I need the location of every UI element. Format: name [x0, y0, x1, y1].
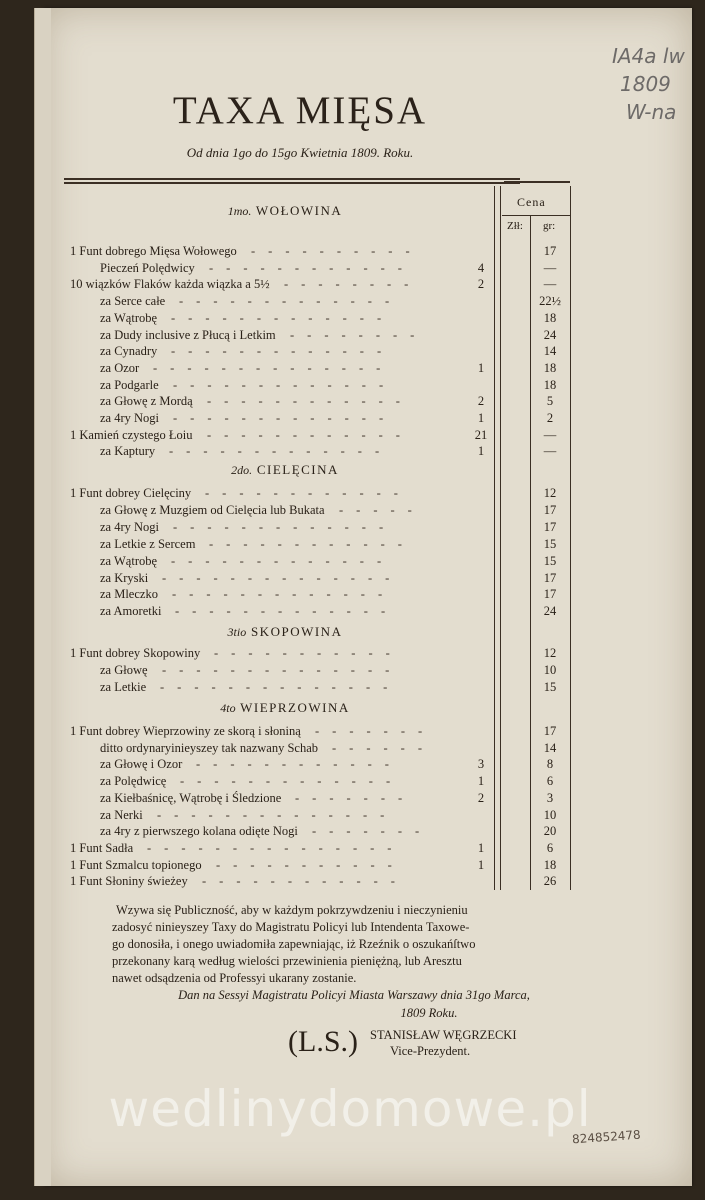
price-row — [70, 444, 610, 461]
leader-dashes: ------------ — [205, 486, 411, 500]
item-label: za 4ry Nogi — [100, 411, 160, 425]
price-row — [70, 378, 610, 395]
price-zloty: 2 — [477, 394, 485, 409]
price-grosz: 18 — [543, 377, 557, 392]
price-row — [70, 571, 610, 588]
price-grosz: 12 — [543, 486, 557, 500]
notice-line: Wzywa się Publiczność, aby w każdym pokrzywdzeniu i nieczynieniu — [116, 903, 468, 917]
item-label: 1 Funt Szmalcu topionego — [70, 857, 202, 872]
notice-paragraph — [112, 902, 596, 987]
price-row — [70, 791, 610, 808]
price-row — [70, 646, 610, 663]
leader-dashes: -------------- — [153, 360, 394, 375]
notice-line: zadosyć ninieyszey Taxy do Magistratu Policyi lub Intendenta Taxowe- — [112, 920, 470, 934]
section-ordinal: 3tio — [227, 625, 247, 639]
price-grosz: 18 — [543, 310, 557, 325]
leader-dashes: ------------ — [196, 757, 402, 772]
item-label: 1 Funt dobrey Cielęciny — [70, 486, 192, 500]
section-heading — [150, 462, 420, 478]
leader-dashes: ------------- — [173, 519, 397, 534]
leader-dashes: -------------- — [160, 679, 401, 694]
item-label: za Ozor — [100, 360, 140, 375]
notice-line: przekonany karą według wielości przewinienia pieniężną, lub Aresztu — [112, 954, 462, 968]
leader-dashes: -------- — [290, 327, 428, 342]
price-zloty: 2 — [477, 790, 485, 805]
notice-line: go donosiła, i onego uwiadomiła zapewniając, iż Rzeźnik o oszukańſtwo — [112, 937, 476, 951]
seal-mark: (L.S.) — [288, 1025, 358, 1058]
item-label: za Serce całe — [100, 294, 166, 309]
price-row — [70, 394, 610, 411]
top-rule — [64, 182, 520, 184]
item-label: ditto ordynaryinieyszey tak nazwany Schab — [100, 740, 318, 755]
section-heading — [150, 203, 420, 219]
price-zloty: 1 — [477, 857, 485, 872]
item-label: 1 Funt Słoniny świeżey — [70, 874, 188, 889]
section-heading — [150, 700, 420, 716]
item-label: za Głowę i Ozor — [100, 757, 183, 772]
price-grosz: 15 — [543, 679, 557, 694]
price-grosz: 5 — [546, 394, 554, 409]
price-grosz: — — [543, 260, 557, 275]
item-label: za Głowę z Mordą — [100, 394, 193, 409]
item-label: 1 Funt Sadła — [70, 840, 134, 855]
leader-dashes: ------------ — [209, 536, 415, 551]
price-row — [70, 841, 610, 858]
leader-dashes: ------------ — [202, 874, 408, 889]
inventory-number: 824852478 — [571, 1127, 642, 1147]
item-label: 1 Funt dobrego Mięsa Wołowego — [70, 244, 237, 258]
item-label: za Kryski — [100, 570, 149, 585]
signature-block — [370, 1027, 516, 1059]
item-label: za Cynadry — [100, 344, 158, 359]
price-grosz: — — [543, 277, 557, 292]
price-row — [70, 328, 610, 345]
item-label: za Letkie z Sercem — [100, 536, 196, 551]
signatory-name: STANISŁAW WĘGRZECKI — [370, 1028, 517, 1042]
price-grosz: 10 — [543, 662, 557, 677]
price-zloty: 21 — [474, 427, 488, 442]
price-row — [70, 344, 610, 361]
price-grosz: 12 — [543, 646, 557, 660]
dated-line: Dan na Sessyi Magistratu Policyi Miasta Warszawy dnia 31go Marca, — [178, 988, 530, 1002]
leader-dashes: ------------- — [172, 587, 396, 602]
leader-dashes: ------------- — [173, 411, 397, 425]
leader-dashes: -------- — [284, 277, 422, 292]
price-header-rule — [504, 181, 570, 183]
leader-dashes: ------------- — [180, 774, 404, 789]
price-grosz: 26 — [543, 874, 557, 889]
price-row — [70, 874, 610, 891]
leader-dashes: ----------- — [216, 857, 405, 872]
price-grosz: 3 — [546, 790, 554, 805]
item-label: za Kaptury — [100, 444, 156, 459]
price-row — [70, 587, 610, 604]
price-row — [70, 361, 610, 378]
price-grosz: 17 — [543, 724, 557, 738]
price-zloty: 4 — [477, 260, 485, 275]
leader-dashes: ------- — [312, 824, 433, 839]
price-grosz: 8 — [546, 757, 554, 772]
price-grosz: 6 — [546, 840, 554, 855]
price-row — [70, 277, 610, 294]
price-row — [70, 824, 610, 841]
price-zloty: 1 — [477, 444, 485, 459]
leader-dashes: ------ — [332, 740, 435, 755]
price-zloty: 1 — [477, 360, 485, 375]
price-row — [70, 663, 610, 680]
leader-dashes: -------------- — [162, 662, 403, 677]
item-label: za Podgarle — [100, 377, 159, 392]
dated-line: 1809 Roku. — [400, 1006, 458, 1020]
leader-dashes: ------- — [295, 790, 416, 805]
item-label: za 4ry z pierwszego kolana odięte Nogi — [100, 824, 298, 839]
section-ordinal: 2do. — [231, 463, 253, 477]
item-label: za 4ry Nogi — [100, 519, 160, 534]
item-label: za Mleczko — [100, 587, 158, 602]
price-header-rule — [502, 215, 570, 216]
price-grosz: — — [543, 444, 557, 459]
item-label: za Kiełbaśnicę, Wątrobę i Śledzione — [100, 790, 282, 805]
price-row — [70, 428, 610, 445]
leader-dashes: ------------- — [169, 444, 393, 459]
price-zloty: 1 — [477, 774, 485, 789]
leader-dashes: ------------- — [171, 310, 395, 325]
item-label: za Głowę z Muzgiem od Cielęcia lub Bukata — [100, 502, 325, 517]
price-row — [70, 741, 610, 758]
price-row — [70, 774, 610, 791]
item-label: za Wątrobę — [100, 310, 158, 325]
price-header-zl: Złł: — [507, 220, 523, 232]
price-grosz: 17 — [543, 502, 557, 517]
section-ordinal: 4to — [220, 701, 236, 715]
leader-dashes: -------------- — [162, 570, 403, 585]
price-grosz: 22½ — [539, 294, 561, 309]
item-label: 1 Funt dobrey Skopowiny — [70, 646, 201, 660]
item-label: 1 Kamień czystego Łoiu — [70, 427, 193, 442]
price-zloty: 1 — [477, 840, 485, 855]
price-grosz: 15 — [543, 553, 557, 568]
item-label: za Nerki — [100, 807, 143, 822]
price-row — [70, 680, 610, 697]
section-ordinal: 1mo. — [227, 204, 252, 218]
top-rule — [64, 178, 520, 180]
price-header-gr: gr: — [543, 220, 556, 232]
price-grosz: 24 — [543, 604, 557, 619]
price-grosz: — — [543, 427, 557, 442]
section-name: WIEPRZOWINA — [240, 700, 350, 715]
price-row — [70, 757, 610, 774]
price-row — [70, 486, 610, 503]
price-row — [70, 724, 610, 741]
archive-note — [612, 42, 685, 126]
price-grosz: 18 — [543, 857, 557, 872]
leader-dashes: ------- — [315, 724, 436, 738]
page-title: TAXA MIĘSA — [172, 89, 428, 132]
leader-dashes: ------------ — [207, 394, 413, 409]
leader-dashes: ------------- — [171, 344, 395, 359]
price-row — [70, 294, 610, 311]
price-row — [70, 808, 610, 825]
leader-dashes: --------------- — [147, 840, 405, 855]
leader-dashes: ----------- — [214, 646, 403, 660]
page-subtitle: Od dnia 1go do 15go Kwietnia 1809. Roku. — [186, 145, 414, 160]
price-row — [70, 604, 610, 621]
section-name: CIELĘCINA — [256, 462, 339, 477]
price-row — [70, 311, 610, 328]
leader-dashes: ------------- — [175, 604, 399, 619]
price-grosz: 15 — [543, 536, 557, 551]
price-row — [70, 554, 610, 571]
price-grosz: 17 — [543, 519, 557, 534]
price-grosz: 17 — [543, 570, 557, 585]
price-header-cena: Cena — [517, 195, 546, 209]
price-zloty: 1 — [477, 411, 485, 425]
price-row — [70, 858, 610, 875]
section-heading — [150, 624, 420, 640]
leader-dashes: ------------- — [171, 553, 395, 568]
price-row — [70, 520, 610, 537]
item-label: za Letkie — [100, 679, 147, 694]
item-label: za Polędwicę — [100, 774, 167, 789]
leader-dashes: ---------- — [251, 244, 423, 258]
price-grosz: 14 — [543, 344, 557, 359]
price-grosz: 6 — [546, 774, 554, 789]
item-label: za Głowę — [100, 662, 148, 677]
price-grosz: 18 — [543, 360, 557, 375]
item-label: za Wątrobę — [100, 553, 158, 568]
price-zloty: 3 — [477, 757, 485, 772]
item-label: 10 wiązków Flaków każda wiązka a 5½ — [70, 277, 270, 292]
notice-line: nawet odsądzenia od Professyi ukarany zostanie. — [112, 971, 357, 985]
price-grosz: 2 — [546, 411, 554, 425]
price-row — [70, 503, 610, 520]
section-name: SKOPOWINA — [250, 624, 343, 639]
price-grosz: 10 — [543, 807, 557, 822]
leader-dashes: ------------- — [173, 377, 397, 392]
price-row — [70, 411, 610, 428]
leader-dashes: ------------ — [209, 260, 415, 275]
watermark: wedlinydomowe.pl — [108, 1080, 592, 1138]
signatory-role: Vice-Prezydent. — [390, 1044, 471, 1058]
price-grosz: 24 — [543, 327, 557, 342]
price-grosz: 14 — [543, 740, 557, 755]
item-label: 1 Funt dobrey Wieprzowiny ze skorą i słoniną — [70, 724, 301, 738]
item-label: za Amoretki — [100, 604, 162, 619]
price-row — [70, 537, 610, 554]
price-grosz: 20 — [543, 824, 557, 839]
item-label: Pieczeń Polędwicy — [100, 260, 195, 275]
dated-clause — [112, 986, 596, 1022]
leader-dashes: -------------- — [157, 807, 398, 822]
leader-dashes: ----- — [339, 502, 425, 517]
price-zloty: 2 — [477, 277, 485, 292]
archive-note-line: W-na — [626, 100, 677, 124]
price-grosz: 17 — [543, 244, 557, 258]
leader-dashes: ------------- — [179, 294, 403, 309]
archive-note-line: 1809 — [620, 72, 671, 96]
archive-note-line: IA4a lw — [612, 44, 685, 68]
section-name: WOŁOWINA — [255, 203, 343, 218]
price-row — [70, 261, 610, 278]
leader-dashes: ------------ — [207, 427, 413, 442]
price-grosz: 17 — [543, 587, 557, 602]
price-row — [70, 244, 610, 261]
item-label: za Dudy inclusive z Płucą i Letkim — [100, 327, 276, 342]
